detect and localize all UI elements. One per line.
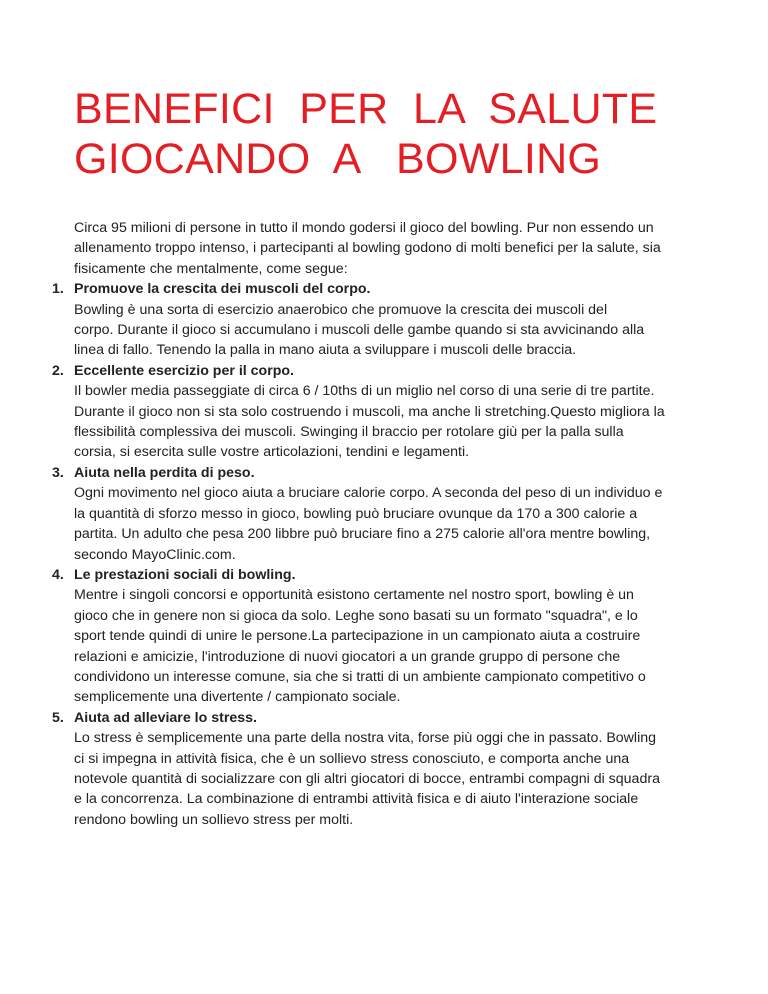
item-text-line: Durante il gioco non si sta solo costruendo i muscoli, ma anche li stretching.Questo migliora la	[74, 403, 665, 420]
benefit-item-4	[52, 565, 704, 708]
item-text-line: linea di fallo. Tenendo la palla in mano aiuta a sviluppare i muscoli delle braccia.	[74, 342, 577, 359]
item-heading: Aiuta nella perdita di peso.	[74, 464, 255, 481]
intro-line: Circa 95 milioni di persone in tutto il mondo godersi il gioco del bowling. Pur non essendo un	[74, 220, 654, 236]
item-text-line: Ogni movimento nel gioco aiuta a bruciare calorie corpo. A seconda del peso di un individuo e	[74, 485, 663, 502]
item-text-line: secondo MayoClinic.com.	[74, 546, 236, 563]
item-text-line: partita. Un adulto che pesa 200 libbre può bruciare fino a 275 calorie all'ora mentre bowling,	[74, 526, 651, 543]
intro-paragraph	[74, 218, 704, 279]
item-text-line: relazioni e amicizie, l'introduzione di nuovi giocatori a un grande gruppo di persone che	[74, 648, 621, 665]
item-text-line: notevole quantità di socializzare con gli altri giocatori di bocce, entrambi compagni di squadra	[74, 770, 660, 787]
item-number: 5.	[52, 709, 64, 726]
item-text-line: sport tende quindi di unire le persone.La partecipazione in un campionato aiuta a costruire	[74, 628, 641, 645]
benefit-item-5	[52, 708, 704, 830]
item-text-line: ci si impegna in attività fisica, che è un sollievo stress conosciuto, e comporta anche una	[74, 750, 630, 767]
item-heading: Promuove la crescita dei muscoli del corpo.	[74, 281, 371, 298]
item-text-line: flessibilità complessiva dei muscoli. Swinging il braccio per rotolare giù per la palla sulla	[74, 424, 624, 441]
item-text-line: semplicemente una divertente / campionato sociale.	[74, 689, 401, 706]
item-text-line: Bowling è una sorta di esercizio anaerobico che promuove la crescita dei muscoli del	[74, 301, 608, 318]
item-text-line: gioco che in genere non si gioca da solo. Leghe sono basati su un formato "squadra", e lo	[74, 607, 638, 624]
item-text-line: Il bowler media passeggiate di circa 6 / 10ths di un miglio nel corso di una serie di tre partite.	[74, 383, 655, 400]
item-text-line: la quantità di sforzo messo in gioco, bowling può bruciare ovunque da 170 a 300 calorie a	[74, 505, 638, 522]
item-heading: Aiuta ad alleviare lo stress.	[74, 709, 257, 726]
item-heading: Eccellente esercizio per il corpo.	[74, 362, 294, 379]
benefit-item-1	[52, 279, 704, 361]
intro-line: fisicamente che mentalmente, come segue:	[74, 260, 348, 277]
title-line-2: GIOCANDO A BOWLING	[74, 135, 602, 183]
item-text-line: rendono bowling un sollievo stress per molti.	[74, 811, 354, 828]
intro-line: allenamento troppo intenso, i partecipanti al bowling godono di molti benefici per la salute, sia	[74, 240, 661, 257]
item-number: 1.	[52, 281, 64, 298]
item-heading: Le prestazioni sociali di bowling.	[74, 566, 296, 583]
item-text-line: e la concorrenza. La combinazione di entrambi attività fisica e di aiuto l'interazione sociale	[74, 791, 639, 808]
item-text-line: corsia, si esercita sulle vostre articolazioni, tendini e legamenti.	[74, 444, 470, 461]
item-text-line: Lo stress è semplicemente una parte della nostra vita, forse più oggi che in passato. Bowling	[74, 730, 657, 747]
item-text-line: corpo. Durante il gioco si accumulano i muscoli delle gambe quando si sta avvicinando alla	[74, 322, 645, 339]
benefit-item-3	[52, 463, 704, 565]
item-text-line: Mentre i singoli concorsi e opportunità esistono certamente nel nostro sport, bowling è un	[74, 587, 634, 604]
article-body	[52, 218, 704, 830]
item-number: 4.	[52, 566, 64, 583]
item-number: 2.	[52, 362, 64, 379]
item-number: 3.	[52, 464, 64, 481]
page-title	[74, 84, 657, 184]
item-text-line: condividono un interesse comune, sia che si tratti di un ambiente campionato competitivo o	[74, 668, 646, 685]
benefit-item-2	[52, 361, 704, 463]
title-line-1: BENEFICI PER LA SALUTE	[74, 85, 658, 133]
